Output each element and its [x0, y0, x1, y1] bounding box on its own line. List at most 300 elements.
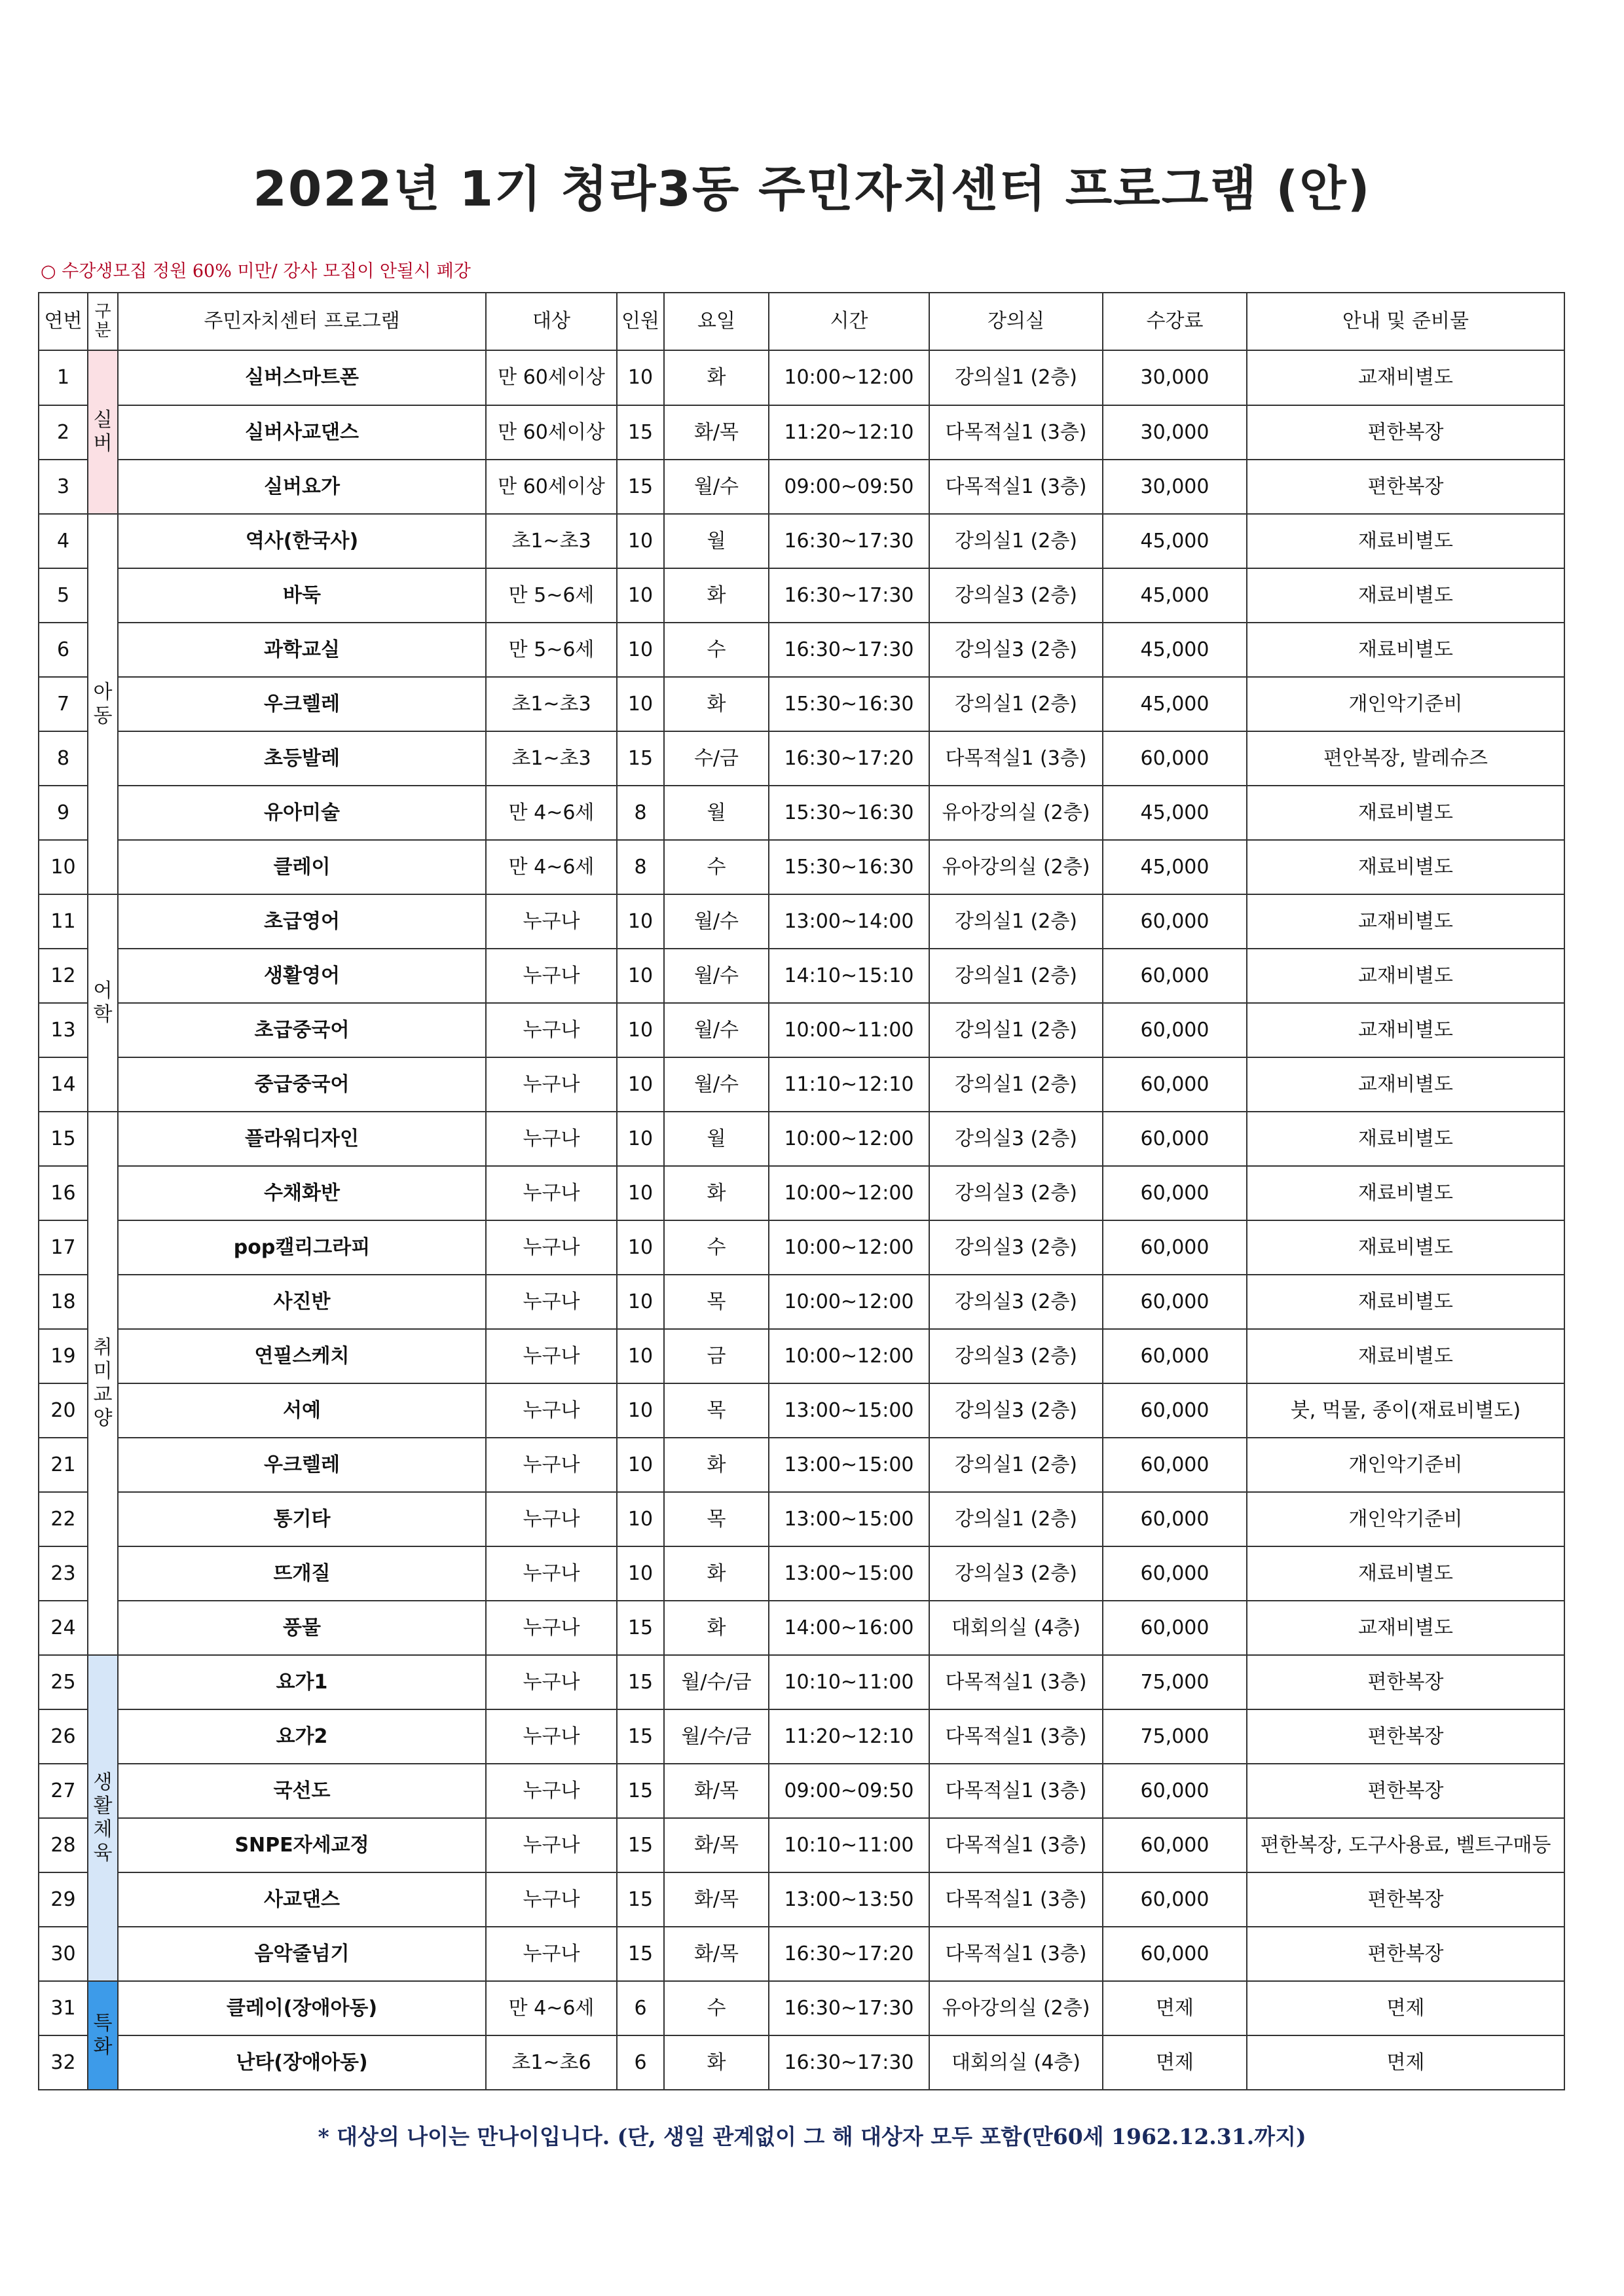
days-cell: 월 [664, 1112, 769, 1166]
note-cell: 재료비별도 [1247, 1220, 1564, 1275]
row-number: 6 [39, 623, 88, 677]
header-capacity: 인원 [617, 293, 664, 350]
table-row [39, 1655, 1564, 1709]
row-number: 2 [39, 405, 88, 460]
program-name: 초등발레 [118, 731, 486, 786]
time-cell: 10:10~11:00 [769, 1818, 929, 1872]
capacity-cell: 10 [617, 514, 664, 568]
table-row [39, 568, 1564, 623]
note-cell: 재료비별도 [1247, 1329, 1564, 1383]
row-number: 25 [39, 1655, 88, 1709]
fee-cell: 60,000 [1103, 1383, 1247, 1438]
target-cell: 누구나 [486, 1166, 617, 1220]
note-cell: 개인악기준비 [1247, 677, 1564, 731]
fee-cell: 30,000 [1103, 350, 1247, 405]
days-cell: 화 [664, 350, 769, 405]
note-cell: 재료비별도 [1247, 1166, 1564, 1220]
room-cell: 강의실1 (2층) [929, 514, 1103, 568]
note-cell: 재료비별도 [1247, 1112, 1564, 1166]
table-row [39, 405, 1564, 460]
days-cell: 월/수/금 [664, 1709, 769, 1764]
capacity-cell: 15 [617, 1709, 664, 1764]
program-name: 사진반 [118, 1275, 486, 1329]
fee-cell: 45,000 [1103, 568, 1247, 623]
table-row [39, 949, 1564, 1003]
time-cell: 10:00~12:00 [769, 1112, 929, 1166]
target-cell: 누구나 [486, 1872, 617, 1927]
fee-cell: 75,000 [1103, 1709, 1247, 1764]
time-cell: 10:00~11:00 [769, 1003, 929, 1057]
note-cell: 편한복장 [1247, 1709, 1564, 1764]
category-child: 아 동 [88, 514, 118, 894]
table-row [39, 1329, 1564, 1383]
program-name: 초급영어 [118, 894, 486, 949]
category-sports: 생 활 체 육 [88, 1655, 118, 1981]
row-number: 11 [39, 894, 88, 949]
room-cell: 강의실3 (2층) [929, 1329, 1103, 1383]
room-cell: 다목적실1 (3층) [929, 1818, 1103, 1872]
fee-cell: 45,000 [1103, 623, 1247, 677]
fee-cell: 60,000 [1103, 1329, 1247, 1383]
fee-cell: 60,000 [1103, 1872, 1247, 1927]
capacity-cell: 10 [617, 1438, 664, 1492]
note-cell: 개인악기준비 [1247, 1438, 1564, 1492]
fee-cell: 60,000 [1103, 1764, 1247, 1818]
row-number: 3 [39, 460, 88, 514]
target-cell: 누구나 [486, 1383, 617, 1438]
target-cell: 만 60세이상 [486, 405, 617, 460]
table-row [39, 2035, 1564, 2090]
days-cell: 화/목 [664, 405, 769, 460]
footer-note: * 대상의 나이는 만나이입니다. (단, 생일 관계없이 그 해 대상자 모두 포함(만60세 1962.12.31.까지) [318, 2124, 1306, 2149]
days-cell: 화/목 [664, 1927, 769, 1981]
days-cell: 화 [664, 568, 769, 623]
room-cell: 유아강의실 (2층) [929, 840, 1103, 894]
header-note: 안내 및 준비물 [1247, 293, 1564, 350]
days-cell: 월/수/금 [664, 1655, 769, 1709]
table-row [39, 514, 1564, 568]
days-cell: 화 [664, 1601, 769, 1655]
time-cell: 10:00~12:00 [769, 1275, 929, 1329]
row-number: 10 [39, 840, 88, 894]
capacity-cell: 15 [617, 1927, 664, 1981]
header-fee: 수강료 [1103, 293, 1247, 350]
days-cell: 화/목 [664, 1872, 769, 1927]
category-hobby: 취 미 교 양 [88, 1112, 118, 1655]
room-cell: 유아강의실 (2층) [929, 1981, 1103, 2035]
capacity-cell: 10 [617, 1112, 664, 1166]
time-cell: 10:00~12:00 [769, 1329, 929, 1383]
row-number: 12 [39, 949, 88, 1003]
program-name: pop캘리그라피 [118, 1220, 486, 1275]
program-name: 우크렐레 [118, 1438, 486, 1492]
fee-cell: 60,000 [1103, 1546, 1247, 1601]
note-cell: 개인악기준비 [1247, 1492, 1564, 1546]
target-cell: 만 4~6세 [486, 1981, 617, 2035]
table-row [39, 1275, 1564, 1329]
time-cell: 14:00~16:00 [769, 1601, 929, 1655]
capacity-cell: 10 [617, 1275, 664, 1329]
program-name: 과학교실 [118, 623, 486, 677]
capacity-cell: 10 [617, 894, 664, 949]
capacity-cell: 15 [617, 1764, 664, 1818]
days-cell: 월 [664, 514, 769, 568]
row-number: 5 [39, 568, 88, 623]
room-cell: 강의실1 (2층) [929, 1492, 1103, 1546]
time-cell: 15:30~16:30 [769, 677, 929, 731]
target-cell: 누구나 [486, 894, 617, 949]
note-cell: 교재비별도 [1247, 949, 1564, 1003]
table-row [39, 1709, 1564, 1764]
program-name: 중급중국어 [118, 1057, 486, 1112]
room-cell: 강의실3 (2층) [929, 568, 1103, 623]
capacity-cell: 10 [617, 1166, 664, 1220]
room-cell: 강의실1 (2층) [929, 949, 1103, 1003]
target-cell: 누구나 [486, 1220, 617, 1275]
time-cell: 11:20~12:10 [769, 405, 929, 460]
note-cell: 면제 [1247, 1981, 1564, 2035]
room-cell: 강의실1 (2층) [929, 1057, 1103, 1112]
row-number: 20 [39, 1383, 88, 1438]
days-cell: 월/수 [664, 460, 769, 514]
table-row [39, 1220, 1564, 1275]
time-cell: 16:30~17:30 [769, 1981, 929, 2035]
fee-cell: 45,000 [1103, 840, 1247, 894]
note-cell: 편한복장, 도구사용료, 벨트구매등 [1247, 1818, 1564, 1872]
program-name: 바둑 [118, 568, 486, 623]
program-name: 통기타 [118, 1492, 486, 1546]
row-number: 19 [39, 1329, 88, 1383]
page-title: 2022년 1기 청라3동 주민자치센터 프로그램 (안) [253, 161, 1371, 217]
time-cell: 10:00~12:00 [769, 1166, 929, 1220]
room-cell: 대회의실 (4층) [929, 1601, 1103, 1655]
target-cell: 만 60세이상 [486, 460, 617, 514]
time-cell: 10:00~12:00 [769, 350, 929, 405]
days-cell: 수 [664, 1981, 769, 2035]
room-cell: 다목적실1 (3층) [929, 1927, 1103, 1981]
fee-cell: 60,000 [1103, 1818, 1247, 1872]
program-name: 난타(장애아동) [118, 2035, 486, 2090]
table-row [39, 1981, 1564, 2035]
note-cell: 편한복장 [1247, 1764, 1564, 1818]
table-row [39, 1383, 1564, 1438]
days-cell: 화 [664, 1438, 769, 1492]
target-cell: 누구나 [486, 1655, 617, 1709]
fee-cell: 30,000 [1103, 405, 1247, 460]
header-room: 강의실 [929, 293, 1103, 350]
room-cell: 강의실3 (2층) [929, 1220, 1103, 1275]
days-cell: 화/목 [664, 1818, 769, 1872]
capacity-cell: 15 [617, 1872, 664, 1927]
fee-cell: 45,000 [1103, 514, 1247, 568]
time-cell: 16:30~17:30 [769, 514, 929, 568]
room-cell: 강의실3 (2층) [929, 1383, 1103, 1438]
table-row [39, 1492, 1564, 1546]
time-cell: 16:30~17:30 [769, 2035, 929, 2090]
time-cell: 10:00~12:00 [769, 1220, 929, 1275]
table-row [39, 1927, 1564, 1981]
table-row [39, 894, 1564, 949]
note-cell: 재료비별도 [1247, 786, 1564, 840]
capacity-cell: 10 [617, 350, 664, 405]
row-number: 16 [39, 1166, 88, 1220]
capacity-cell: 10 [617, 1546, 664, 1601]
row-number: 21 [39, 1438, 88, 1492]
days-cell: 월/수 [664, 949, 769, 1003]
table-row [39, 731, 1564, 786]
program-name: 생활영어 [118, 949, 486, 1003]
room-cell: 강의실1 (2층) [929, 1003, 1103, 1057]
room-cell: 강의실1 (2층) [929, 350, 1103, 405]
fee-cell: 45,000 [1103, 786, 1247, 840]
room-cell: 강의실3 (2층) [929, 1166, 1103, 1220]
table-body [39, 350, 1564, 2090]
time-cell: 09:00~09:50 [769, 1764, 929, 1818]
program-name: 클레이(장애아동) [118, 1981, 486, 2035]
target-cell: 누구나 [486, 1601, 617, 1655]
note-cell: 교재비별도 [1247, 1601, 1564, 1655]
note-cell: 편한복장 [1247, 1655, 1564, 1709]
time-cell: 15:30~16:30 [769, 786, 929, 840]
category-silver: 실 버 [88, 350, 118, 514]
row-number: 4 [39, 514, 88, 568]
capacity-cell: 8 [617, 840, 664, 894]
program-name: 뜨개질 [118, 1546, 486, 1601]
header-category: 구분 [88, 293, 118, 350]
fee-cell: 60,000 [1103, 949, 1247, 1003]
header-target: 대상 [486, 293, 617, 350]
time-cell: 14:10~15:10 [769, 949, 929, 1003]
capacity-cell: 10 [617, 1057, 664, 1112]
capacity-cell: 10 [617, 949, 664, 1003]
time-cell: 13:00~15:00 [769, 1546, 929, 1601]
time-cell: 09:00~09:50 [769, 460, 929, 514]
note-cell: 재료비별도 [1247, 1546, 1564, 1601]
capacity-cell: 15 [617, 460, 664, 514]
time-cell: 16:30~17:20 [769, 1927, 929, 1981]
table-row [39, 350, 1564, 405]
capacity-cell: 8 [617, 786, 664, 840]
program-name: 우크렐레 [118, 677, 486, 731]
table-row [39, 623, 1564, 677]
header-program: 주민자치센터 프로그램 [118, 293, 486, 350]
fee-cell: 면제 [1103, 1981, 1247, 2035]
target-cell: 누구나 [486, 1927, 617, 1981]
row-number: 23 [39, 1546, 88, 1601]
program-name: 사교댄스 [118, 1872, 486, 1927]
row-number: 26 [39, 1709, 88, 1764]
target-cell: 누구나 [486, 1438, 617, 1492]
table-row [39, 677, 1564, 731]
room-cell: 강의실1 (2층) [929, 677, 1103, 731]
days-cell: 화 [664, 1166, 769, 1220]
table-header-row [39, 293, 1564, 350]
capacity-cell: 6 [617, 2035, 664, 2090]
cancellation-notice: ○ 수강생모집 정원 60% 미만/ 강사 모집이 안될시 폐강 [41, 261, 471, 282]
fee-cell: 75,000 [1103, 1655, 1247, 1709]
row-number: 22 [39, 1492, 88, 1546]
note-cell: 편한복장 [1247, 405, 1564, 460]
time-cell: 15:30~16:30 [769, 840, 929, 894]
row-number: 7 [39, 677, 88, 731]
note-cell: 교재비별도 [1247, 350, 1564, 405]
fee-cell: 60,000 [1103, 1601, 1247, 1655]
row-number: 9 [39, 786, 88, 840]
room-cell: 강의실1 (2층) [929, 1438, 1103, 1492]
program-name: 국선도 [118, 1764, 486, 1818]
time-cell: 13:00~15:00 [769, 1438, 929, 1492]
room-cell: 다목적실1 (3층) [929, 1709, 1103, 1764]
row-number: 17 [39, 1220, 88, 1275]
category-lang: 어 학 [88, 894, 118, 1112]
target-cell: 누구나 [486, 1112, 617, 1166]
table-row [39, 1818, 1564, 1872]
note-cell: 편한복장 [1247, 1927, 1564, 1981]
capacity-cell: 15 [617, 1655, 664, 1709]
table-row [39, 1601, 1564, 1655]
note-cell: 재료비별도 [1247, 514, 1564, 568]
program-table [38, 292, 1565, 2090]
row-number: 32 [39, 2035, 88, 2090]
target-cell: 누구나 [486, 1546, 617, 1601]
program-name: 역사(한국사) [118, 514, 486, 568]
time-cell: 16:30~17:20 [769, 731, 929, 786]
target-cell: 만 60세이상 [486, 350, 617, 405]
program-name: 플라워디자인 [118, 1112, 486, 1166]
program-name: 유아미술 [118, 786, 486, 840]
fee-cell: 60,000 [1103, 894, 1247, 949]
room-cell: 강의실3 (2층) [929, 1546, 1103, 1601]
target-cell: 누구나 [486, 1764, 617, 1818]
room-cell: 다목적실1 (3층) [929, 460, 1103, 514]
fee-cell: 60,000 [1103, 1003, 1247, 1057]
target-cell: 만 5~6세 [486, 568, 617, 623]
fee-cell: 30,000 [1103, 460, 1247, 514]
program-name: 클레이 [118, 840, 486, 894]
program-name: 연필스케치 [118, 1329, 486, 1383]
program-name: 요가1 [118, 1655, 486, 1709]
days-cell: 월/수 [664, 894, 769, 949]
time-cell: 13:00~15:00 [769, 1492, 929, 1546]
capacity-cell: 10 [617, 623, 664, 677]
fee-cell: 60,000 [1103, 1492, 1247, 1546]
room-cell: 강의실3 (2층) [929, 1112, 1103, 1166]
row-number: 31 [39, 1981, 88, 2035]
room-cell: 다목적실1 (3층) [929, 731, 1103, 786]
note-cell: 편안복장, 발레슈즈 [1247, 731, 1564, 786]
row-number: 15 [39, 1112, 88, 1166]
program-name: 풍물 [118, 1601, 486, 1655]
fee-cell: 60,000 [1103, 1927, 1247, 1981]
days-cell: 목 [664, 1383, 769, 1438]
row-number: 8 [39, 731, 88, 786]
days-cell: 화 [664, 677, 769, 731]
row-number: 27 [39, 1764, 88, 1818]
note-cell: 재료비별도 [1247, 623, 1564, 677]
table-row [39, 1057, 1564, 1112]
target-cell: 누구나 [486, 949, 617, 1003]
time-cell: 13:00~14:00 [769, 894, 929, 949]
table-row [39, 786, 1564, 840]
fee-cell: 60,000 [1103, 1220, 1247, 1275]
room-cell: 강의실3 (2층) [929, 1275, 1103, 1329]
table-row [39, 1003, 1564, 1057]
program-name: 요가2 [118, 1709, 486, 1764]
capacity-cell: 15 [617, 405, 664, 460]
days-cell: 수 [664, 1220, 769, 1275]
room-cell: 다목적실1 (3층) [929, 405, 1103, 460]
program-name: 음악줄넘기 [118, 1927, 486, 1981]
note-cell: 편한복장 [1247, 460, 1564, 514]
days-cell: 목 [664, 1275, 769, 1329]
row-number: 1 [39, 350, 88, 405]
capacity-cell: 15 [617, 1601, 664, 1655]
target-cell: 만 4~6세 [486, 840, 617, 894]
days-cell: 월/수 [664, 1003, 769, 1057]
program-name: 수채화반 [118, 1166, 486, 1220]
room-cell: 대회의실 (4층) [929, 2035, 1103, 2090]
program-name: 실버사교댄스 [118, 405, 486, 460]
note-cell: 재료비별도 [1247, 840, 1564, 894]
target-cell: 누구나 [486, 1057, 617, 1112]
capacity-cell: 15 [617, 1818, 664, 1872]
program-name: 서예 [118, 1383, 486, 1438]
fee-cell: 60,000 [1103, 1438, 1247, 1492]
target-cell: 누구나 [486, 1275, 617, 1329]
days-cell: 금 [664, 1329, 769, 1383]
days-cell: 화/목 [664, 1764, 769, 1818]
program-name: 초급중국어 [118, 1003, 486, 1057]
target-cell: 초1~초3 [486, 677, 617, 731]
room-cell: 강의실1 (2층) [929, 894, 1103, 949]
fee-cell: 60,000 [1103, 1275, 1247, 1329]
days-cell: 수 [664, 623, 769, 677]
fee-cell: 60,000 [1103, 1112, 1247, 1166]
program-name: 실버요가 [118, 460, 486, 514]
time-cell: 11:10~12:10 [769, 1057, 929, 1112]
target-cell: 초1~초3 [486, 514, 617, 568]
row-number: 29 [39, 1872, 88, 1927]
capacity-cell: 10 [617, 568, 664, 623]
table-row [39, 1438, 1564, 1492]
fee-cell: 45,000 [1103, 677, 1247, 731]
time-cell: 16:30~17:30 [769, 568, 929, 623]
capacity-cell: 10 [617, 1003, 664, 1057]
capacity-cell: 6 [617, 1981, 664, 2035]
target-cell: 누구나 [486, 1818, 617, 1872]
table-row [39, 1872, 1564, 1927]
program-name: 실버스마트폰 [118, 350, 486, 405]
row-number: 24 [39, 1601, 88, 1655]
room-cell: 유아강의실 (2층) [929, 786, 1103, 840]
days-cell: 화 [664, 1546, 769, 1601]
note-cell: 편한복장 [1247, 1872, 1564, 1927]
table-row [39, 460, 1564, 514]
row-number: 30 [39, 1927, 88, 1981]
note-cell: 재료비별도 [1247, 568, 1564, 623]
header-days: 요일 [664, 293, 769, 350]
target-cell: 만 4~6세 [486, 786, 617, 840]
days-cell: 화 [664, 2035, 769, 2090]
target-cell: 누구나 [486, 1003, 617, 1057]
fee-cell: 60,000 [1103, 731, 1247, 786]
capacity-cell: 10 [617, 1329, 664, 1383]
note-cell: 붓, 먹물, 종이(재료비별도) [1247, 1383, 1564, 1438]
room-cell: 강의실3 (2층) [929, 623, 1103, 677]
fee-cell: 면제 [1103, 2035, 1247, 2090]
note-cell: 교재비별도 [1247, 1003, 1564, 1057]
capacity-cell: 10 [617, 677, 664, 731]
